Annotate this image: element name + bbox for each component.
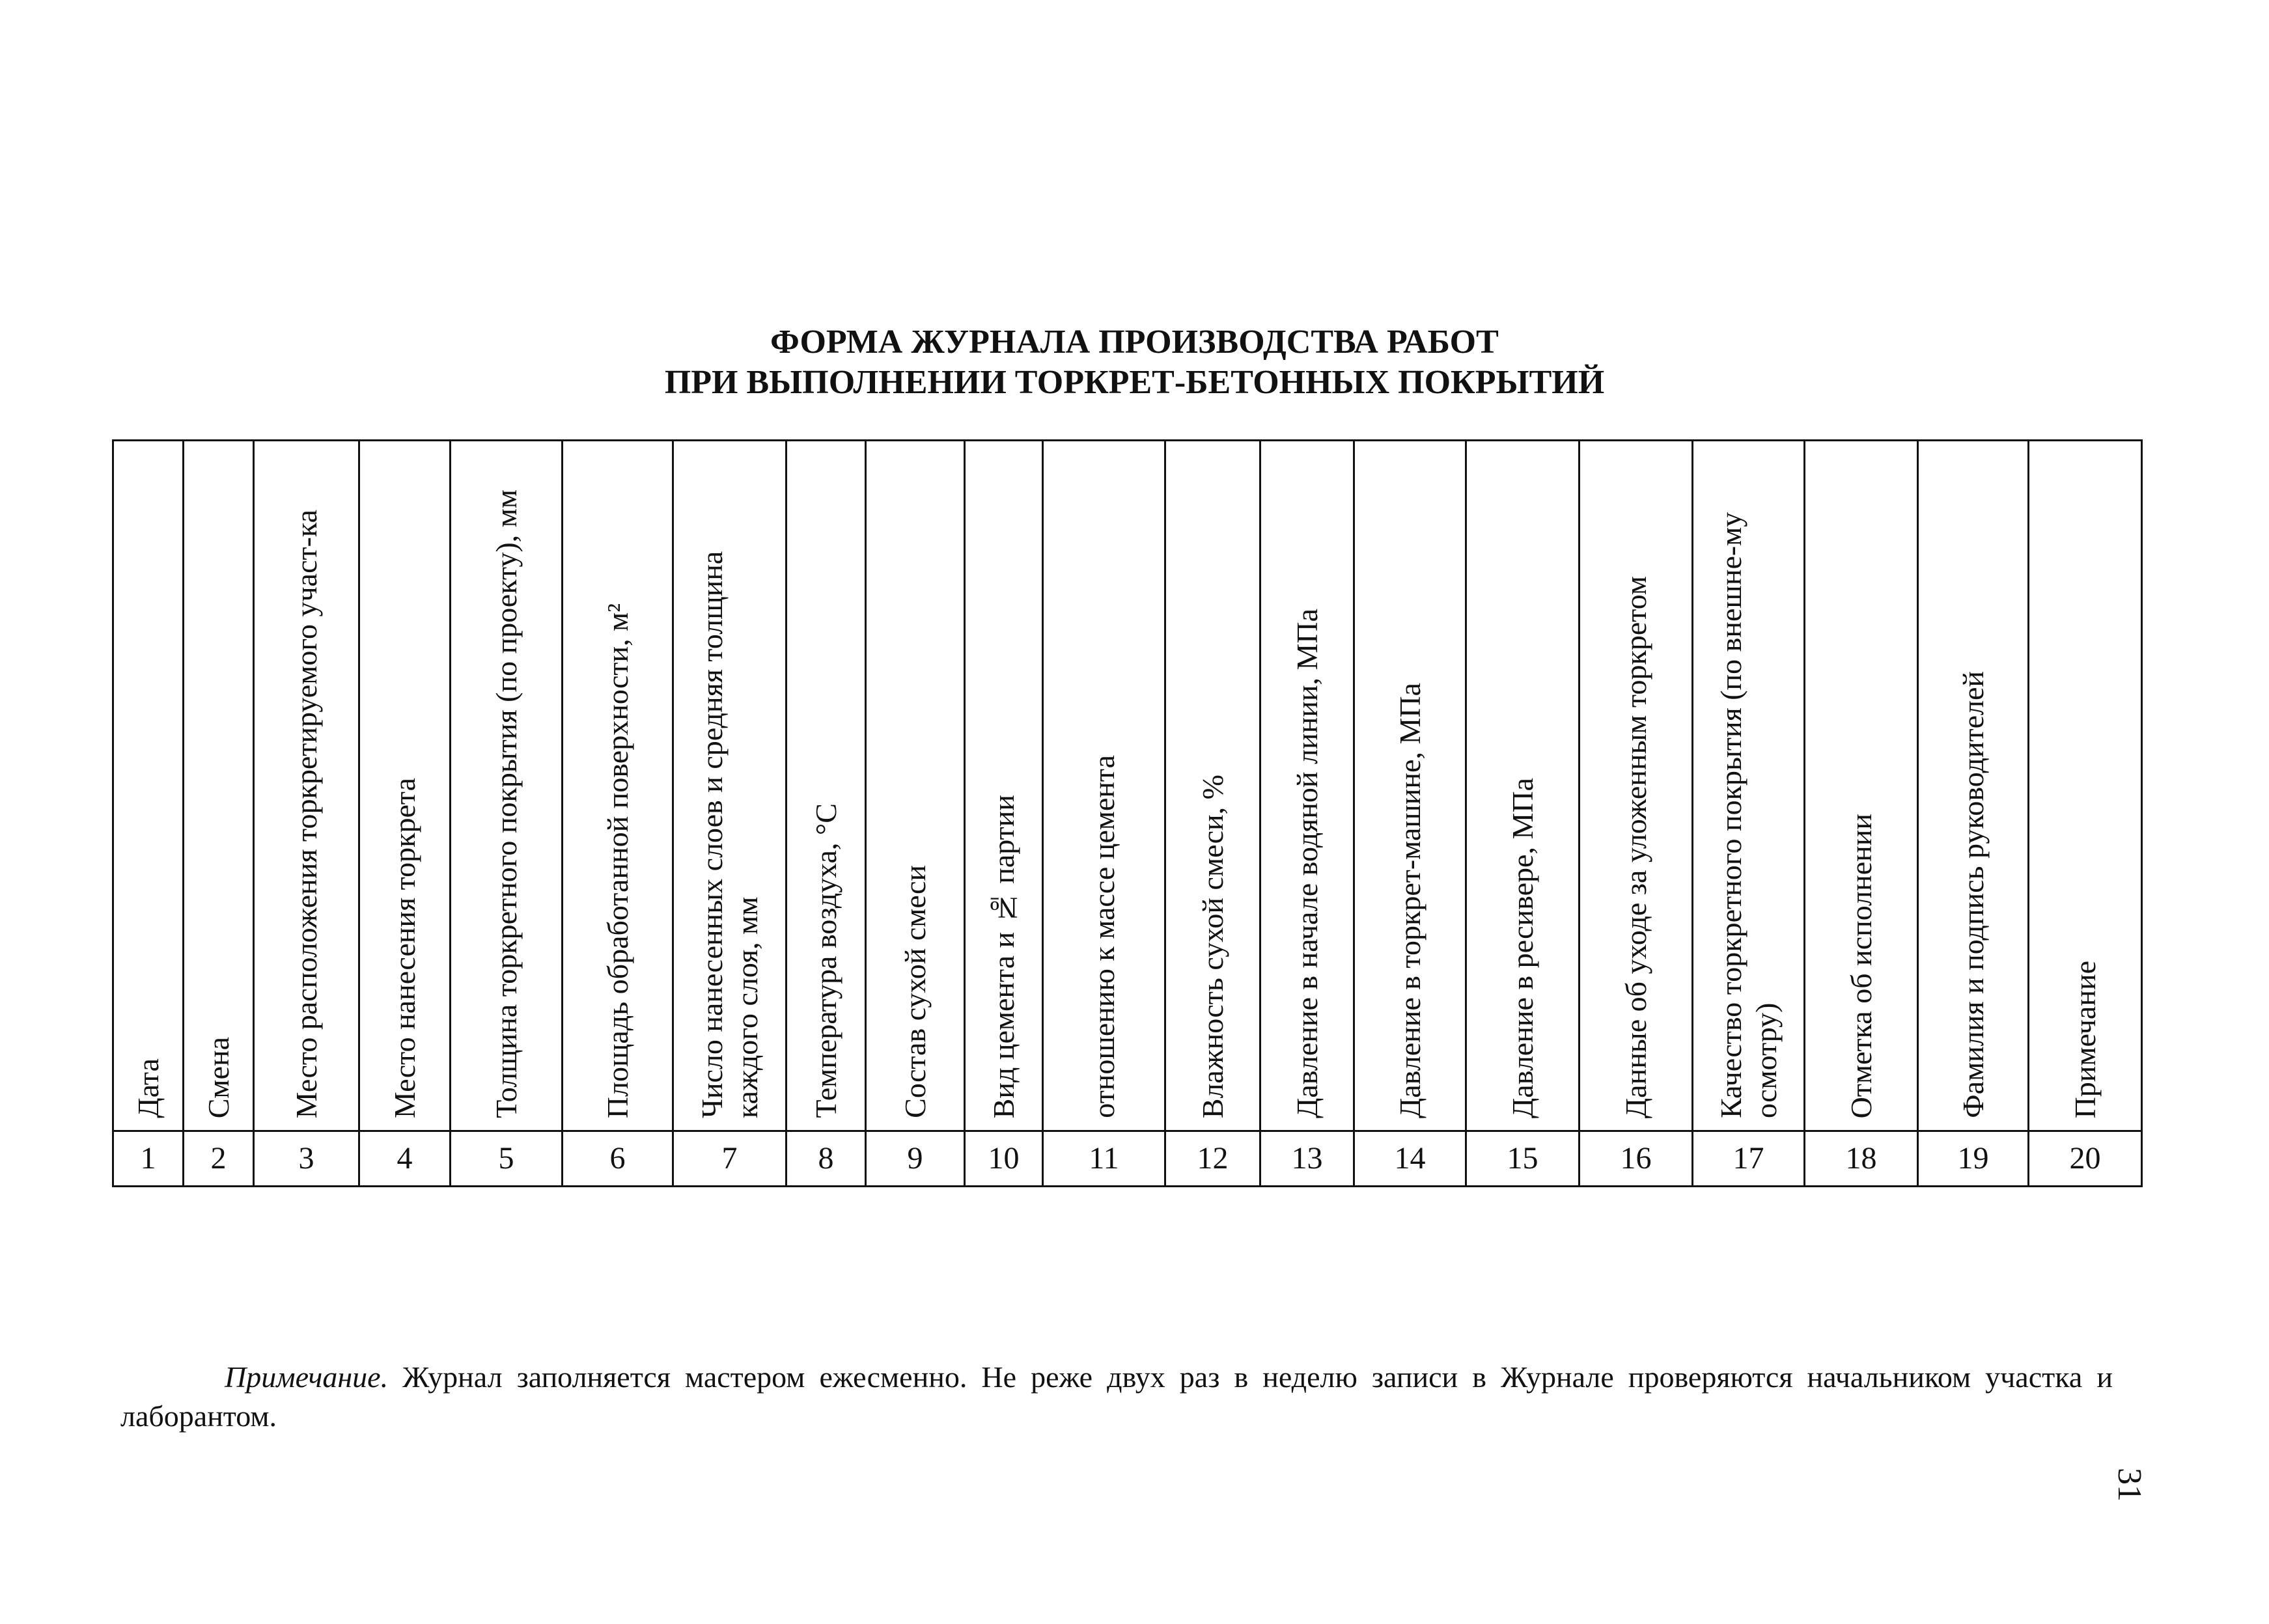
column-number: 15 (1466, 1131, 1580, 1187)
column-header-label: Давление в начале водяной линии, МПа (1290, 608, 1324, 1118)
journal-form-table (112, 439, 2143, 1187)
column-number: 17 (1693, 1131, 1805, 1187)
column-header (451, 441, 563, 1131)
column-header (866, 441, 965, 1131)
column-header (673, 441, 786, 1131)
column-header (184, 441, 254, 1131)
column-number: 5 (451, 1131, 563, 1187)
column-header-label: Число нанесенных слоев и средняя толщина каждого слоя, мм (695, 551, 764, 1118)
column-header-label: Влажность сухой смеси, % (1195, 774, 1229, 1118)
column-header (786, 441, 866, 1131)
column-header (1580, 441, 1693, 1131)
column-number: 11 (1043, 1131, 1165, 1187)
column-number: 1 (113, 1131, 184, 1187)
column-header (1805, 441, 1918, 1131)
column-number: 19 (1918, 1131, 2029, 1187)
column-header (1918, 441, 2029, 1131)
column-header-label: Фамилия и подпись руководителей (1956, 671, 1990, 1118)
column-header (1260, 441, 1354, 1131)
column-header-label: Качество торкретного покрытия (по внешне-му осмотру) (1714, 512, 1783, 1118)
column-header-label: Примечание (2068, 960, 2102, 1118)
column-header-label: Отметка об исполнении (1844, 813, 1878, 1118)
column-header-label: Температура воздуха, °С (809, 803, 842, 1118)
column-header-label: Давление в торкрет-машине, МПа (1393, 682, 1427, 1118)
column-header-label: Смена (201, 1036, 235, 1118)
page-number: 31 (2111, 1468, 2148, 1502)
column-number: 7 (673, 1131, 786, 1187)
column-number: 20 (2029, 1131, 2142, 1187)
column-header (113, 441, 184, 1131)
column-header-label: Давление в ресивере, МПа (1505, 777, 1539, 1118)
column-header (1693, 441, 1805, 1131)
column-header-label: Дата (131, 1058, 165, 1118)
column-number: 8 (786, 1131, 866, 1187)
title-line-2: ПРИ ВЫПОЛНЕНИИ ТОРКРЕТ-БЕТОННЫХ ПОКРЫТИЙ (664, 364, 1605, 401)
column-number: 10 (965, 1131, 1043, 1187)
column-number: 4 (359, 1131, 451, 1187)
column-header-label: Место нанесения торкрета (387, 777, 421, 1118)
column-header-label: Состав сухой смеси (898, 865, 932, 1118)
document-title (0, 322, 2269, 403)
column-header (563, 441, 673, 1131)
column-header (359, 441, 451, 1131)
column-header (1165, 441, 1260, 1131)
column-number: 13 (1260, 1131, 1354, 1187)
column-header (254, 441, 359, 1131)
title-line-1: ФОРМА ЖУРНАЛА ПРОИЗВОДСТВА РАБОТ (770, 323, 1499, 361)
column-header (1466, 441, 1580, 1131)
footnote (120, 1358, 2113, 1436)
column-header-label: Вид цемента и № партии (986, 794, 1020, 1118)
footnote-label: Примечание. (225, 1360, 389, 1394)
column-header-label: Толщина торкретного покрытия (по проекту), мм (489, 489, 523, 1118)
column-number-row (113, 1131, 2142, 1187)
column-header-label: Место расположения торкретируемого участ-ка (289, 509, 323, 1118)
column-header (2029, 441, 2142, 1131)
column-number: 14 (1354, 1131, 1466, 1187)
column-number: 12 (1165, 1131, 1260, 1187)
column-number: 2 (184, 1131, 254, 1187)
column-header (1043, 441, 1165, 1131)
column-number: 9 (866, 1131, 965, 1187)
column-header-label: Данные об уходе за уложенным торкретом (1619, 575, 1652, 1118)
footnote-text: Журнал заполняется мастером ежесменно. Не реже двух раз в неделю записи в Журнале проверяются начальником участка и лаборантом. (120, 1360, 2113, 1433)
column-header-label: Площадь обработанной поверхности, м² (600, 603, 634, 1118)
column-number: 3 (254, 1131, 359, 1187)
column-header (1354, 441, 1466, 1131)
column-number: 16 (1580, 1131, 1693, 1187)
column-number: 18 (1805, 1131, 1918, 1187)
column-header-label: отношению к массе цемента (1087, 755, 1121, 1118)
header-row (113, 441, 2142, 1131)
column-number: 6 (563, 1131, 673, 1187)
column-header (965, 441, 1043, 1131)
